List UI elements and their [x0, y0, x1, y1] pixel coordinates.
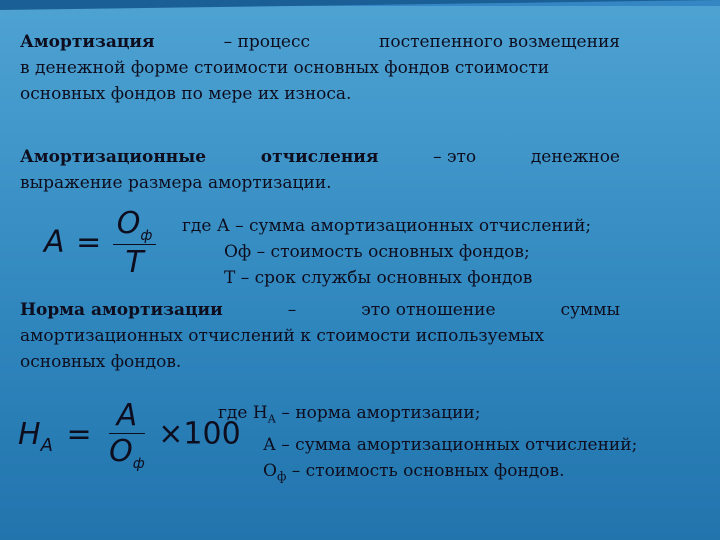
term-amortization: Амортизация — [20, 32, 155, 52]
formula1-denominator: T — [125, 245, 144, 280]
paragraph-amortization — [20, 29, 620, 107]
formula1-numerator — [113, 206, 157, 245]
formula-amortization-amount — [44, 206, 156, 280]
formula2-den-sub: ф — [132, 456, 145, 472]
para2-line1 — [20, 144, 620, 170]
para3-line1 — [20, 297, 620, 323]
formula2-lhs-main: H — [18, 416, 41, 452]
formula1-fraction — [113, 206, 157, 280]
term-deductions: Амортизационные — [20, 147, 207, 167]
para1-line2: в денежной форме стоимости основных фондов стоимости — [20, 58, 550, 78]
formula2-numerator: A — [109, 398, 146, 434]
para3-line3: основных фондов. — [20, 352, 182, 372]
formula1-num-main: O — [116, 206, 141, 241]
formula1-legend-line: Т – срок службы основных фондов — [224, 268, 533, 288]
formula1-lhs: A — [44, 224, 65, 260]
formula2-legend-line: А – сумма амортизационных отчислений; — [263, 435, 638, 456]
formula1-legend — [182, 213, 591, 291]
para3-word: – — [287, 300, 297, 320]
formula2-fraction — [105, 398, 149, 472]
para2-word: – это — [433, 147, 477, 167]
formula2-legend-term — [252, 403, 481, 426]
formula2-legend-line — [218, 400, 637, 432]
legend-h-rest: – норма амортизации; — [276, 403, 481, 423]
formula2-legend-prefix: где — [218, 403, 248, 423]
para2-line2: выражение размера амортизации. — [20, 173, 332, 193]
legend-o: О — [263, 461, 277, 482]
para2-word: отчисления — [260, 147, 379, 167]
para3-line2: амортизационных отчислений к стоимости используемых — [20, 326, 545, 346]
formula2-lhs — [18, 416, 53, 456]
paragraph-norm — [20, 297, 620, 375]
formula1-equals: = — [76, 224, 102, 260]
formula1-legend-line: Оф – стоимость основных фондов; — [224, 242, 530, 262]
para1-word: постепенного возмещения — [379, 32, 620, 52]
formula2-den-main: O — [109, 434, 133, 469]
formula1-legend-line: где А – сумма амортизационных отчислений; — [182, 216, 592, 236]
para1-line3: основных фондов по мере их износа. — [20, 84, 352, 104]
para2-word: денежное — [530, 147, 620, 167]
para1-word: – процесс — [223, 32, 310, 52]
legend-h: Н — [252, 403, 268, 423]
formula2-equals: = — [66, 416, 92, 452]
para1-line1 — [20, 29, 620, 55]
term-norm: Норма амортизации — [20, 300, 223, 320]
formula2-denominator — [105, 434, 149, 472]
top-accent-triangle — [0, 0, 720, 10]
formula2-legend — [218, 400, 637, 490]
para3-word: суммы — [560, 300, 620, 320]
paragraph-deductions — [20, 144, 620, 196]
legend-o-rest: – стоимость основных фондов. — [286, 461, 565, 482]
formula1-num-sub: ф — [140, 228, 153, 244]
formula2-legend-line — [218, 458, 637, 489]
formula2-times: ×100 — [158, 416, 241, 452]
legend-o-sub: ф — [276, 469, 287, 484]
legend-h-sub: А — [267, 412, 277, 426]
formula2-lhs-sub: A — [40, 434, 53, 456]
para3-word: это отношение — [361, 300, 496, 320]
formula-amortization-norm — [18, 398, 241, 472]
